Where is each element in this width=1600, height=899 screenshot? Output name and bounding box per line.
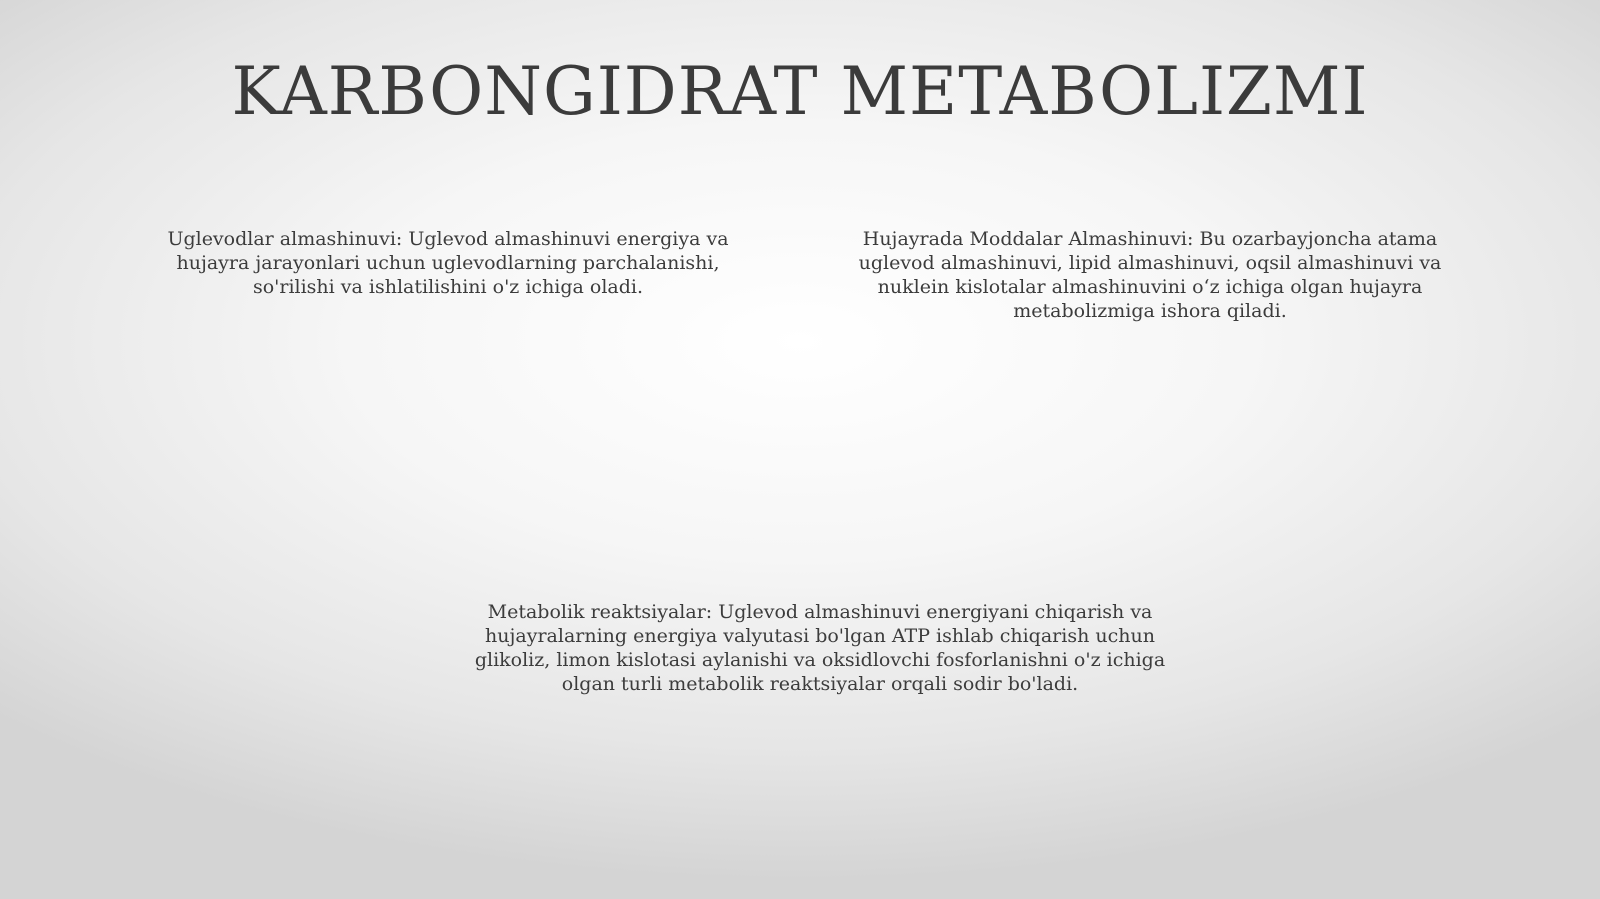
- paragraph-carbohydrate-exchange: Uglevodlar almashinuvi: Uglevod almashinuvi energiya va hujayra jarayonlari uchun uglevodlarning parchalanishi, so'rilishi va ishlatilishini o'z ichiga oladi.: [167, 228, 729, 298]
- slide-title: KARBONGIDRAT METABOLIZMI: [231, 53, 1369, 130]
- paragraph-metabolic-reactions: Metabolik reaktsiyalar: Uglevod almashinuvi energiyani chiqarish va hujayralarning energiya valyutasi bo'lgan ATP ishlab chiqarish uchun glikoliz, limon kislotasi aylanishi va oksidlovchi fosforlanishni o'z ichiga olgan turli metabolik reaktsiyalar orqali sodir bo'ladi.: [474, 601, 1166, 695]
- paragraph-cell-metabolism: Hujayrada Moddalar Almashinuvi: Bu ozarbayjoncha atama uglevod almashinuvi, lipid almashinuvi, oqsil almashinuvi va nuklein kislotalar almashinuvini o‘z ichiga olgan hujayra metabolizmiga ishora qiladi.: [858, 228, 1442, 322]
